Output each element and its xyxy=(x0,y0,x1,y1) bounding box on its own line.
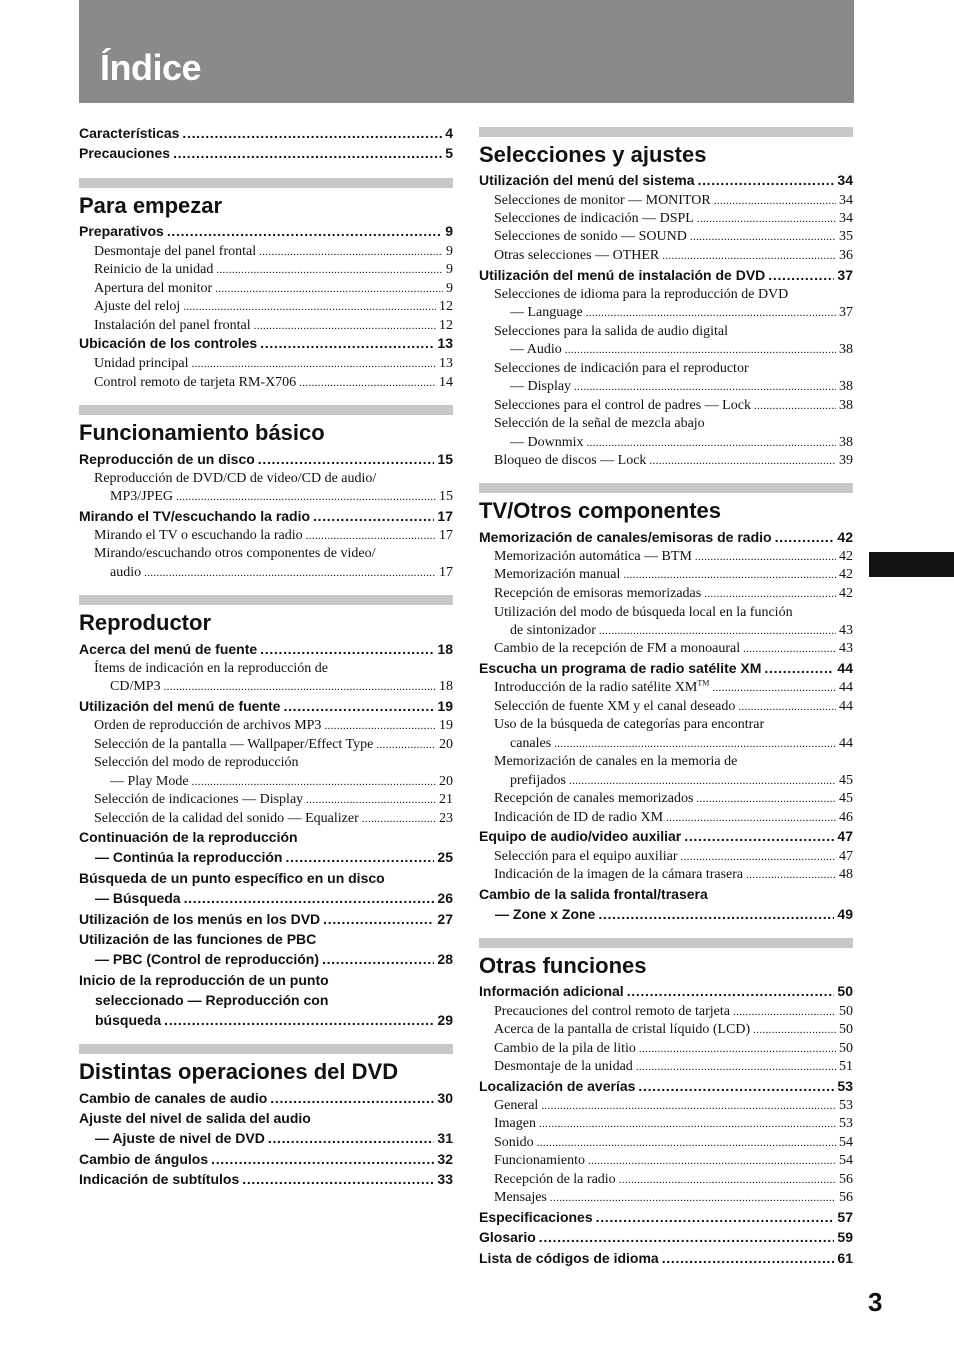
page-number: 3 xyxy=(868,1287,883,1317)
toc-subentry[interactable]: Otras selecciones — OTHER . . . 36 xyxy=(494,247,853,265)
toc-subentry[interactable]: Bloqueo de discos — Lock . . . 39 xyxy=(494,452,853,470)
trademark-mark: TM xyxy=(697,678,710,688)
toc-subentry[interactable]: audio . . . 17 xyxy=(110,564,453,582)
toc-subentry[interactable]: MP3/JPEG . . . 15 xyxy=(110,488,453,506)
toc-entry[interactable]: Ajuste del nivel de salida del audio xyxy=(79,1110,311,1126)
section-heading-tv: TV/Otros componentes xyxy=(479,498,722,523)
toc-entry[interactable]: búsqueda . . . 29 xyxy=(95,1011,453,1030)
toc-subentry[interactable]: Desmontaje de la unidad . . . 51 xyxy=(494,1058,853,1076)
toc-entry[interactable]: Inicio de la reproducción de un punto xyxy=(79,972,329,988)
toc-entry[interactable]: Cambio de canales de audio . . . 30 xyxy=(79,1089,453,1108)
toc-entry[interactable]: Especificaciones . . . 57 xyxy=(479,1208,853,1227)
section-divider xyxy=(79,595,453,605)
toc-subentry[interactable]: Selecciones para la salida de audio digital xyxy=(494,324,729,339)
toc-entry[interactable]: Preparativos . . . 9 xyxy=(79,222,453,241)
toc-entry[interactable]: Glosario . . . 59 xyxy=(479,1228,853,1247)
toc-subentry[interactable]: Acerca de la pantalla de cristal líquido (LCD) . . . 50 xyxy=(494,1021,853,1039)
toc-subentry[interactable]: General . . . 53 xyxy=(494,1097,853,1115)
section-divider xyxy=(79,405,453,415)
section-heading-reproductor: Reproductor xyxy=(79,610,211,635)
toc-entry[interactable]: — Búsqueda . . . 26 xyxy=(95,889,453,908)
toc-subentry[interactable]: prefijados . . . 45 xyxy=(510,772,853,790)
section-divider xyxy=(479,483,853,493)
section-heading-dvd: Distintas operaciones del DVD xyxy=(79,1059,399,1084)
toc-entry[interactable]: — PBC (Control de reproducción) . . . 28 xyxy=(95,950,453,969)
toc-subentry[interactable]: Indicación de la imagen de la cámara trasera . . . 48 xyxy=(494,866,853,884)
toc-subentry[interactable]: Memorización manual . . . 42 xyxy=(494,566,853,584)
toc-entry[interactable]: Utilización del menú del sistema . . . 34 xyxy=(479,171,853,190)
toc-subentry[interactable]: Mensajes . . . 56 xyxy=(494,1189,853,1207)
toc-entry[interactable]: Memorización de canales/emisoras de radio . . . 42 xyxy=(479,528,853,547)
toc-subentry[interactable]: Sonido . . . 54 xyxy=(494,1134,853,1152)
toc-subentry[interactable]: Selecciones de indicación para el reproductor xyxy=(494,361,749,376)
toc-subentry[interactable]: — Language . . . 37 xyxy=(510,304,853,322)
section-divider xyxy=(79,1044,453,1054)
toc-entry[interactable]: Mirando el TV/escuchando la radio . . . 17 xyxy=(79,507,453,526)
toc-subentry[interactable]: Utilización del modo de búsqueda local en la función xyxy=(494,605,793,620)
toc-subentry[interactable]: Selecciones de sonido — SOUND . . . 35 xyxy=(494,228,853,246)
toc-subentry[interactable]: — Downmix . . . 38 xyxy=(510,434,853,452)
section-heading-selecciones: Selecciones y ajustes xyxy=(479,142,707,167)
toc-subentry[interactable]: Cambio de la recepción de FM a monoaural . . . 43 xyxy=(494,640,853,658)
toc-subentry[interactable]: Selección para el equipo auxiliar . . . 47 xyxy=(494,848,853,866)
toc-subentry[interactable]: Selección de fuente XM y el canal deseado . . . 44 xyxy=(494,698,853,716)
toc-subentry[interactable]: Selección de la pantalla — Wallpaper/Effect Type . . . 20 xyxy=(94,736,453,754)
toc-subentry[interactable]: Recepción de emisoras memorizadas . . . 42 xyxy=(494,585,853,603)
toc-subentry[interactable]: de sintonizador . . . 43 xyxy=(510,622,853,640)
toc-subentry[interactable]: — Display . . . 38 xyxy=(510,378,853,396)
toc-entry[interactable]: Búsqueda de un punto específico en un disco xyxy=(79,870,385,886)
toc-entry[interactable]: Cambio de la salida frontal/trasera xyxy=(479,886,708,902)
toc-subentry[interactable]: Mirando el TV o escuchando la radio . . . 17 xyxy=(94,527,453,545)
toc-entry[interactable]: Información adicional . . . 50 xyxy=(479,982,853,1001)
toc-subentry[interactable]: Control remoto de tarjeta RM-X706 . . . 14 xyxy=(94,374,453,392)
toc-subentry[interactable]: Recepción de canales memorizados . . . 45 xyxy=(494,790,853,808)
toc-entry[interactable]: Localización de averías . . . 53 xyxy=(479,1077,853,1096)
toc-entry[interactable]: Cambio de ángulos . . . 32 xyxy=(79,1150,453,1169)
toc-subentry[interactable]: Apertura del monitor . . . 9 xyxy=(94,280,453,298)
toc-entry[interactable]: — Continúa la reproducción . . . 25 xyxy=(95,848,453,867)
section-heading-para-empezar: Para empezar xyxy=(79,193,223,218)
toc-subentry[interactable]: Selección de la calidad del sonido — Equalizer . . . 23 xyxy=(94,810,453,828)
section-heading-funcionamiento: Funcionamiento básico xyxy=(79,420,325,445)
toc-subentry[interactable]: Uso de la búsqueda de categorías para encontrar xyxy=(494,717,765,732)
section-tab-marker xyxy=(869,552,954,577)
toc-entry[interactable]: Utilización de los menús en los DVD . . . 27 xyxy=(79,910,453,929)
toc-subentry[interactable]: Cambio de la pila de litio . . . 50 xyxy=(494,1040,853,1058)
toc-entry[interactable]: Escucha un programa de radio satélite XM . . . 44 xyxy=(479,659,853,678)
section-divider xyxy=(79,178,453,188)
section-divider xyxy=(479,127,853,137)
toc-entry[interactable]: Características . . . 4 xyxy=(79,124,453,143)
toc-subentry[interactable]: Instalación del panel frontal . . . 12 xyxy=(94,317,453,335)
toc-subentry[interactable]: Selección de indicaciones — Display . . . 21 xyxy=(94,791,453,809)
toc-entry[interactable]: Utilización del menú de fuente . . . 19 xyxy=(79,697,453,716)
toc-subentry[interactable]: Ajuste del reloj . . . 12 xyxy=(94,298,453,316)
toc-subentry[interactable]: Indicación de ID de radio XM . . . 46 xyxy=(494,809,853,827)
toc-subentry[interactable]: Orden de reproducción de archivos MP3 . . . 19 xyxy=(94,717,453,735)
toc-subentry[interactable]: Selecciones de indicación — DSPL . . . 34 xyxy=(494,210,853,228)
toc-entry[interactable]: Lista de códigos de idioma . . . 61 xyxy=(479,1249,853,1268)
toc-subentry[interactable]: Mirando/escuchando otros componentes de video/ xyxy=(94,546,376,561)
toc-entry[interactable]: — Zone x Zone . . . 49 xyxy=(495,905,853,924)
toc-subentry[interactable]: Selecciones de idioma para la reproducción de DVD xyxy=(494,287,789,302)
toc-subentry[interactable]: Memorización de canales en la memoria de xyxy=(494,754,738,769)
toc-subentry[interactable]: Selección del modo de reproducción xyxy=(94,755,299,770)
toc-subentry[interactable]: Selecciones de monitor — MONITOR . . . 34 xyxy=(494,192,853,210)
toc-entry[interactable]: Utilización del menú de instalación de DVD . . . 37 xyxy=(479,266,853,285)
section-heading-otras: Otras funciones xyxy=(479,953,647,978)
section-divider xyxy=(479,938,853,948)
toc-subentry[interactable]: Recepción de la radio . . . 56 xyxy=(494,1171,853,1189)
toc-entry[interactable]: Equipo de audio/video auxiliar . . . 47 xyxy=(479,827,853,846)
toc-entry[interactable]: Indicación de subtítulos . . . 33 xyxy=(79,1170,453,1189)
toc-entry[interactable]: Precauciones . . . 5 xyxy=(79,144,453,163)
toc-entry[interactable]: — Ajuste de nivel de DVD . . . 31 xyxy=(95,1129,453,1148)
toc-subentry[interactable]: Introducción de la radio satélite XM™ . . . 44 xyxy=(494,679,853,697)
toc-entry[interactable]: Acerca del menú de fuente . . . 18 xyxy=(79,640,453,659)
toc-entry[interactable]: Continuación de la reproducción xyxy=(79,829,298,845)
page-title: Índice xyxy=(100,47,202,88)
toc-subentry[interactable]: Unidad principal . . . 13 xyxy=(94,355,453,373)
toc-entry[interactable]: Utilización de las funciones de PBC xyxy=(79,931,317,947)
toc-subentry[interactable]: — Play Mode . . . 20 xyxy=(110,773,453,791)
toc-subentry[interactable]: Selección de la señal de mezcla abajo xyxy=(494,416,705,431)
title-banner xyxy=(79,0,854,103)
toc-subentry[interactable]: Reinicio de la unidad . . . 9 xyxy=(94,261,453,279)
toc-entry[interactable]: Ubicación de los controles . . . 13 xyxy=(79,334,453,353)
toc-subentry[interactable]: — Audio . . . 38 xyxy=(510,341,853,359)
toc-subentry[interactable]: CD/MP3 . . . 18 xyxy=(110,678,453,696)
toc-subentry[interactable]: Ítems de indicación en la reproducción de xyxy=(94,661,329,676)
toc-subentry[interactable]: Precauciones del control remoto de tarjeta . . . 50 xyxy=(494,1003,853,1021)
toc-subentry[interactable]: Imagen . . . 53 xyxy=(494,1115,853,1133)
toc-subentry[interactable]: Desmontaje del panel frontal . . . 9 xyxy=(94,243,453,261)
toc-subentry[interactable]: Funcionamiento . . . 54 xyxy=(494,1152,853,1170)
toc-entry[interactable]: seleccionado — Reproducción con xyxy=(95,992,329,1008)
toc-entry[interactable]: Reproducción de un disco . . . 15 xyxy=(79,450,453,469)
toc-subentry[interactable]: canales . . . 44 xyxy=(510,735,853,753)
toc-subentry[interactable]: Reproducción de DVD/CD de video/CD de audio/ xyxy=(94,471,377,486)
toc-subentry[interactable]: Selecciones para el control de padres — Lock . . . 38 xyxy=(494,397,853,415)
toc-subentry[interactable]: Memorización automática — BTM . . . 42 xyxy=(494,548,853,566)
